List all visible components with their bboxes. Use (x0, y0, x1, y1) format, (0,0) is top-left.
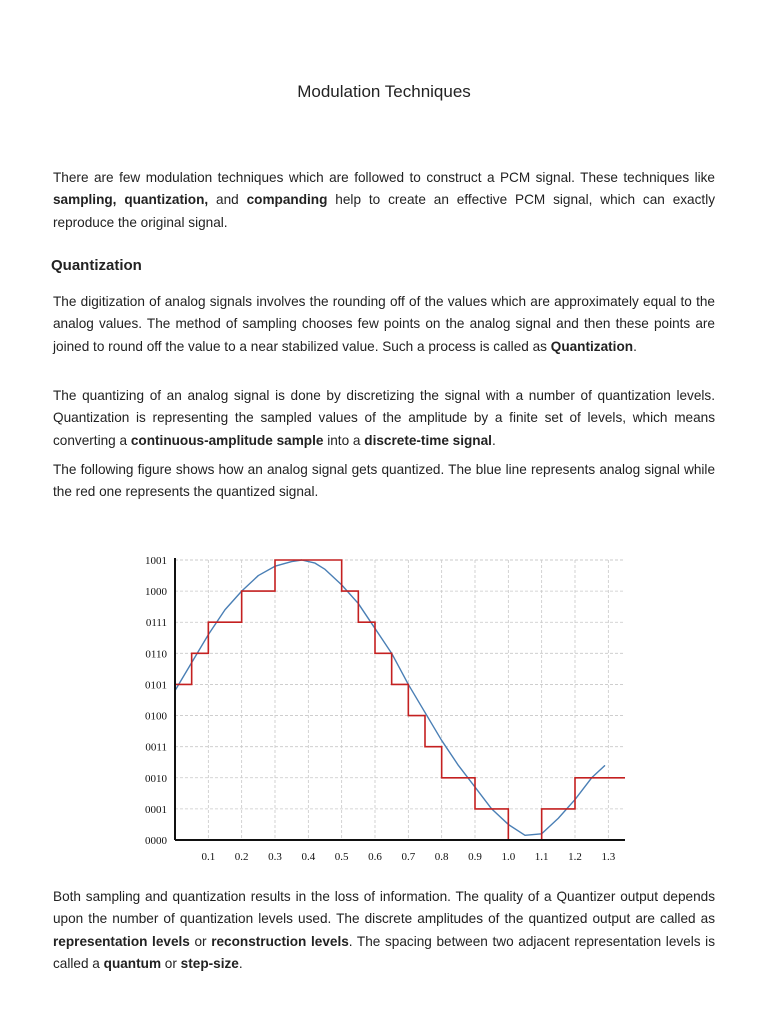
x-tick-label: 1.2 (568, 851, 582, 863)
intro-bold-companding: companding (246, 192, 328, 208)
figure-description-paragraph: The following figure shows how an analog signal gets quantized. The blue line represents analog signal while the red one represents the quantized signal. (53, 462, 715, 500)
p2-text-2: into a (323, 432, 365, 448)
x-tick-label: 1.0 (501, 851, 516, 863)
p2-text-3: . (491, 432, 496, 448)
y-tick-label: 0100 (145, 710, 167, 723)
x-tick-label: 0.3 (268, 851, 282, 863)
p2-bold-continuous-amplitude: continuous-amplitude sample (130, 432, 324, 448)
intro-paragraph (53, 167, 715, 234)
x-tick-label: 0.2 (234, 851, 249, 863)
y-tick-labels (145, 555, 168, 847)
quantization-paragraph-1 (53, 291, 715, 358)
analog-signal-line (175, 560, 605, 835)
intro-text-1: There are few modulation techniques which are followed to construct a PCM signal. These techniques like (53, 170, 715, 185)
chart-series (175, 560, 625, 840)
p2-bold-discrete-time: discrete-time signal (364, 432, 492, 448)
p4-bold-representation-levels: representation levels (53, 933, 190, 949)
y-tick-label: 0011 (145, 741, 167, 754)
y-tick-label: 1000 (145, 586, 167, 599)
page-title: Modulation Techniques (297, 82, 471, 101)
quantization-chart (130, 548, 640, 868)
p1-text-2: . (633, 338, 637, 354)
y-tick-label: 0000 (145, 835, 167, 847)
x-tick-label: 1.1 (534, 851, 549, 863)
x-tick-label: 0.7 (401, 851, 416, 863)
y-tick-label: 0101 (145, 679, 167, 692)
p4-text-3: . The spacing between two adjacent representation levels is called a (53, 933, 715, 972)
p4-bold-step-size: step-size (180, 956, 239, 972)
x-tick-label: 0.9 (468, 851, 482, 863)
intro-bold-sampling-quantization: sampling, quantization, (53, 192, 209, 208)
p4-text-1: Both sampling and quantization results in the loss of information. The quality of a Quantizer output depends upon the number of quantization levels used. The discrete amplitudes of the quantized output are called as (53, 889, 715, 927)
y-tick-label: 0111 (145, 617, 167, 630)
p4-text-4: or (161, 956, 181, 972)
p4-bold-reconstruction-levels: reconstruction levels (211, 933, 349, 949)
section-heading-quantization: Quantization (51, 257, 142, 274)
p1-bold-quantization: Quantization (550, 338, 634, 354)
x-tick-labels (201, 851, 615, 863)
quantized-signal-line (175, 560, 625, 840)
p1-text-1: The digitization of analog signals involves the rounding off of the values which are approximately equal to the analog values. The method of sampling chooses few points on the analog signal and then these points are joined to round off the value to a near stabilized value. Such a process is called as (53, 294, 715, 354)
y-tick-label: 0010 (145, 772, 167, 785)
p4-text-2: or (189, 933, 212, 949)
y-tick-label: 1001 (145, 555, 167, 567)
x-tick-label: 0.5 (334, 851, 349, 863)
chart-grid (175, 560, 625, 840)
intro-text-2: and (208, 192, 247, 208)
x-tick-label: 0.6 (368, 851, 382, 863)
p2-text-1: The quantizing of an analog signal is done by discretizing the signal with a number of quantization levels. Quantization is representing the sampled values of the amplitude by a finite set of levels, which means converting a (53, 388, 715, 448)
x-tick-label: 1.3 (601, 851, 616, 863)
intro-text-3: help to create an effective PCM signal, which can exactly reproduce the original signal. (53, 192, 716, 230)
loss-of-information-paragraph (53, 886, 715, 976)
chart-axes (175, 558, 625, 840)
quantization-paragraph-2 (53, 385, 715, 452)
p4-bold-quantum: quantum (103, 956, 162, 972)
x-tick-label: 0.1 (201, 851, 216, 863)
y-tick-label: 0001 (145, 803, 167, 816)
x-tick-label: 0.4 (301, 851, 316, 863)
p4-text-5: . (238, 956, 243, 972)
y-tick-label: 0110 (145, 648, 167, 661)
x-tick-label: 0.8 (434, 851, 449, 863)
